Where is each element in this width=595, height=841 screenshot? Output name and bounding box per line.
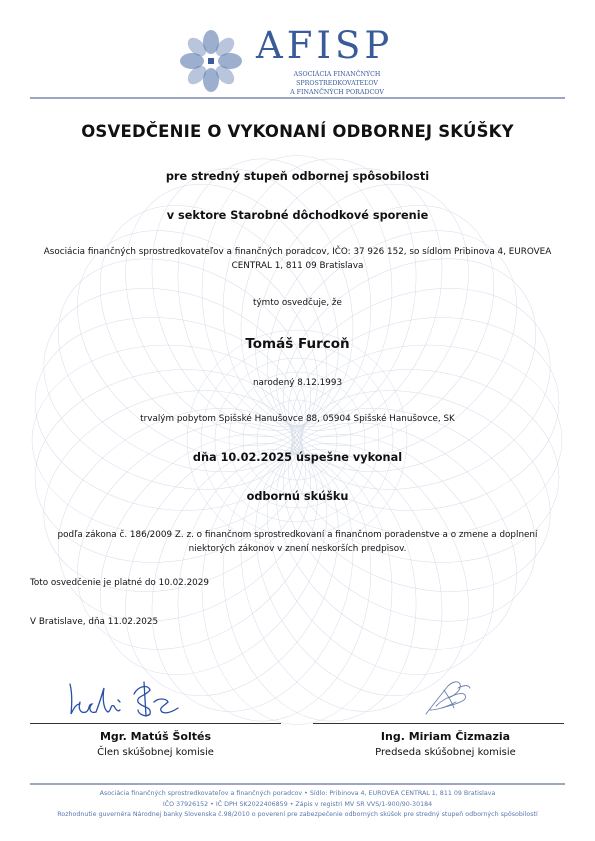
certifies-text: týmto osvedčuje, že bbox=[253, 298, 342, 308]
issuer-statement: Asociácia finančných sprostredkovateľov a finančných poradcov, IČO: 37 926 152, so sídlom Pribinova 4, EUROVEA CENTRAL 1, 811 09 Bratislava bbox=[43, 247, 552, 271]
exam-type: odbornú skúšku bbox=[246, 490, 349, 503]
footer-divider bbox=[30, 783, 565, 785]
signature-soltes bbox=[62, 672, 187, 722]
logo-subtitle-line2: A FINANČNÝCH PORADCOV bbox=[290, 89, 384, 96]
logo-subtitle-line1: ASOCIÁCIA FINANČNÝCH SPROSTREDKOVATEĽOV bbox=[293, 71, 381, 87]
holder-name: Tomáš Furcoň bbox=[245, 336, 350, 352]
validity: Toto osvedčenie je platné do 10.02.2029 bbox=[30, 578, 209, 588]
competence-level: pre stredný stupeň odbornej spôsobilosti bbox=[165, 170, 430, 183]
signature-line-right bbox=[313, 723, 564, 724]
signer-role-right: Predseda skúšobnej komisie bbox=[375, 747, 516, 758]
document-title: OSVEDČENIE O VYKONANÍ ODBORNEJ SKÚŠKY bbox=[81, 122, 514, 141]
logo-wordmark: AFISP bbox=[256, 24, 394, 67]
footer-line-1: Asociácia finančných sprostredkovateľov a finančných poradcov • Sídlo: Pribinova 4, EUROVEA CENTRAL 1, 811 09 Bratislava bbox=[99, 790, 496, 797]
signer-name-left: Mgr. Matúš Šoltés bbox=[99, 730, 212, 743]
signer-role-left: Člen skúšobnej komisie bbox=[97, 747, 214, 758]
logo-subtitle bbox=[254, 70, 420, 97]
signer-name-right: Ing. Miriam Čizmazia bbox=[380, 730, 511, 743]
residence-info: trvalým pobytom Spišské Hanušovce 88, 05904 Spišské Hanušovce, SK bbox=[140, 414, 455, 424]
afisp-logo-icon bbox=[176, 26, 246, 96]
letterhead bbox=[0, 0, 595, 100]
exam-date: dňa 10.02.2025 úspešne vykonal bbox=[192, 451, 403, 464]
sector: v sektore Starobné dôchodkové sporenie bbox=[166, 209, 429, 222]
signature-cizmazia bbox=[418, 676, 478, 718]
legal-basis: podľa zákona č. 186/2009 Z. z. o finančnom sprostredkovaní a finančnom poradenstve a o zmene a doplnení niektorých zákonov v znení neskorších predpisov. bbox=[57, 530, 538, 554]
footer-line-3: Rozhodnutie guvernéra Národnej banky Slovenska č.98/2010 o poverení pre zabezpečenie odborných skúšok pre stredný stupeň odborných spôsobilostí bbox=[57, 811, 538, 818]
footer bbox=[30, 789, 565, 821]
signature-line-left bbox=[30, 723, 281, 724]
place-date: V Bratislave, dňa 11.02.2025 bbox=[30, 617, 159, 627]
birth-info: narodený 8.12.1993 bbox=[252, 378, 343, 388]
footer-line-2: IČO 37926152 • IČ DPH SK2022406859 • Zápis v registri MV SR VVS/1-900/90-30184 bbox=[162, 800, 433, 808]
header-divider bbox=[30, 97, 565, 99]
